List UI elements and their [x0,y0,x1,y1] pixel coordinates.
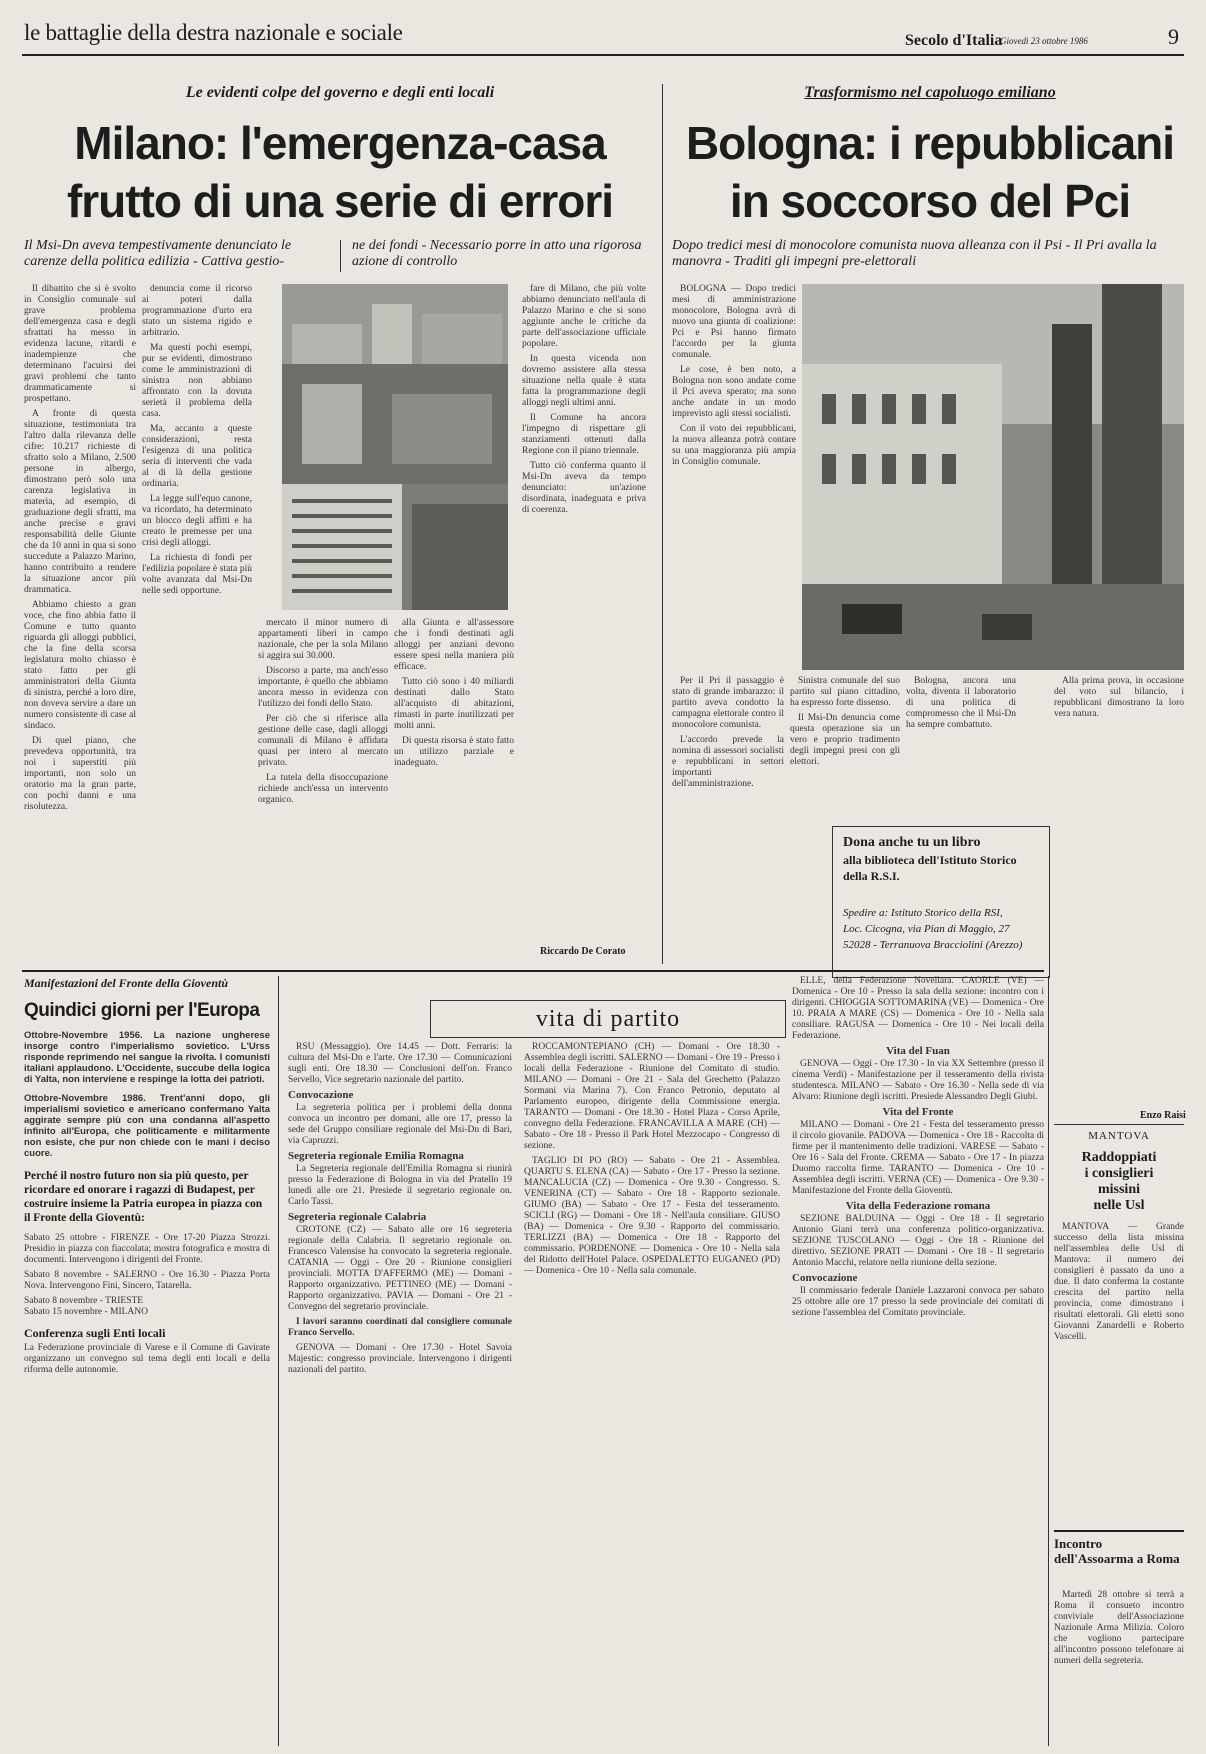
milano-column-2 [142,284,252,964]
mantova-headline-line: missini [1097,1182,1140,1197]
bologna-headline-line2: in soccorso del Pci [729,175,1131,227]
bologna-kicker: Trasformismo nel capoluogo emiliano [804,84,1056,101]
fronte-kicker: Manifestazioni del Fronte della Gioventù [24,976,229,990]
bologna-paragraph: L'accordo prevede la nomina di assessori socialisti e repubblicani in settori importanti dell'amministrazione. [672,735,784,789]
fronte-event: Sabato 15 novembre - MILANO [24,1307,149,1317]
vita-entry: CROTONE (CZ) — Sabato alle ore 16 segreteria regionale della Calabria. Il segretario regionale on. Francesco Valensise ha convocato la segreteria regionale. CATANIA — Oggi - Ore 20 - Riunione consiglieri provinciali. MOTTA D'AFFERMO (ME) — Domani - Rapporto organizzativo. PETTINEO (ME) — Domani - Rapporto organizzativo. PAVIA — Domani - Ore 21 - Convegno del segretario provinciale. [288,1225,512,1312]
milano-column-4 [394,618,514,964]
vita-heading: Vita del Fuan [886,1045,950,1057]
vita-heading: Segreteria regionale Emilia Romagna [288,1150,464,1162]
mantova-place: MANTOVA [1088,1130,1150,1142]
vita-heading: Convocazione [288,1089,354,1101]
milano-paragraph: Tutto ciò sono i 40 miliardi destinati dallo Stato all'acquisto di abitazioni, rimasti in parte inutilizzati per molti anni. [394,677,514,731]
vita-column-2 [524,1042,780,1746]
milano-paragraph: Di questa risorsa è stato fatto un utilizzo parziale e inadeguato. [394,736,514,768]
milano-paragraph: Abbiamo chiesto a gran voce, che fino abbia fatto il Comune e tutto quanto riguarda gli alloggi pubblici, che la fine della scorsa legislatura molto chiasso è stato fatto per gli amministratori della Giunta di sinistra, perché a loro dire, non doveva servire a dare un numero consistente di case al sindaco. [24,600,136,731]
fronte-event: Sabato 8 novembre - SALERNO - Ore 16.30 - Piazza Porta Nova. Intervengono Fini, Sincero, Tatarella. [24,1270,270,1291]
bologna-paragraph: Alla prima prova, in occasione del voto sul bilancio, i repubblicani dimostrano la loro vera natura. [1054,676,1184,719]
donation-line2: alla biblioteca dell'Istituto Storico [843,853,1017,867]
vita-column-1 [288,1042,512,1746]
mantova-headline-line: Raddoppiati [1081,1150,1157,1165]
bologna-paragraph: Sinistra comunale del suo partito sul piano cittadino, ha espresso forte dissenso. [790,676,900,708]
fronte-title: Quindici giorni per l'Europa [24,1000,260,1021]
vita-column-3 [792,976,1044,1746]
vita-di-partito-title: vita di partito [535,1006,681,1032]
milano-paragraph: fare di Milano, che più volte abbiamo denunciato nell'aula di Palazzo Marino e che si sono aggiunte anche le critiche da parte dell'associazione ufficiale popolare. [522,284,646,349]
issue-date: Giovedì 23 ottobre 1986 [1000,36,1088,46]
assoarma-paragraph: Martedì 28 ottobre si terrà a Roma il consueto incontro conviviale dell'Associazione Nazionale Arma Milizia. Coloro che vogliono partecipare all'incontro possono telefonare ai numeri della segreteria. [1054,1590,1184,1666]
mantova-headline-line: i consiglieri [1084,1166,1154,1181]
bologna-paragraph: Per il Pri il passaggio è stato di grande imbarazzo: il partito aveva condotto la campagna elettorale contro il monocolore comunista. [672,676,784,730]
bologna-deck: Dopo tredici mesi di monocolore comunista nuova alleanza con il Psi - Il Pri avalla la manovra - Traditi gli impegni pre-elettorali [672,238,1157,269]
fronte-event: Sabato 8 novembre - TRIESTE [24,1296,144,1306]
page-number: 9 [1168,24,1179,49]
milano-paragraph: La tutela della disoccupazione richiede anch'essa un intervento organico. [258,773,388,805]
milano-paragraph: Tutto ciò conferma quanto il Msi-Dn aveva da tempo denunciato: un'azione disordinata, inadeguata e priva di coerenza. [522,461,646,515]
bologna-paragraph: Con il voto dei repubblicani, la nuova alleanza potrà contare su una maggioranza più ampia in Consiglio comunale. [672,424,796,467]
vita-entry: La segreteria politica per i problemi della donna convoca un incontro per domani, alle ore 17, presso la sede del Gruppo consiliare regionale del Msi-Dn di Bari, via Capruzzi. [288,1103,512,1146]
milano-byline: Riccardo De Corato [540,946,626,957]
milano-paragraph: Il Comune ha ancora l'impegno di rispettare gli stanziamenti ottenuti dalla Regione con il piano triennale. [522,413,646,456]
vita-entry: Il commissario federale Daniele Lazzaroni convoca per sabato 25 ottobre alle ore 17 presso la sede provinciale dei comitati di sezione l'assemblea del Comitato provinciale. [792,1286,1044,1318]
milano-buildings-photo [282,284,508,610]
vita-entry: SEZIONE BALDUINA — Oggi - Ore 18 - Il segretario Antonio Giani terrà una conferenza politico-organizzativa. SEZIONE TUSCOLANO — Oggi - Ore 18 - Riunione del direttivo. SEZIONE PRATI — Domani - Ore 18 - Il segretario Antonio Macchi, relatore nella riunione della sezione. [792,1214,1044,1268]
vita-entry: La Segreteria regionale dell'Emilia Romagna si riunirà presso la Federazione di Bologna in via del Pratello 19 lunedì alle ore 21. Presiede il segretario regionale on. Carlo Tassi. [288,1164,512,1207]
milano-paragraph: In questa vicenda non dovremo assistere alla stessa situazione nella quale è stata fatta la programmazione degli alloggi negli ultimi anni. [522,354,646,408]
vita-entry: RSU (Messaggio). Ore 14.45 — Dott. Ferraris: la cultura del Msi-Dn e l'arte. Ore 17.30 — Comunicazioni sugli enti. Ore 18.30 — Conclusioni dell'on. Franco Servello, Vice segretario nazionale del partito. [288,1042,512,1085]
mantova-headline [1054,1150,1184,1214]
vita-di-partito-banner [430,1000,786,1038]
milano-column-3 [258,618,388,964]
vita-entry: MILANO — Domani - Ore 21 - Festa del tesseramento presso il circolo giovanile. PADOVA — Domenica - Ore 18 - Raccolta di firme per il mantenimento delle tradizioni. VARESE — Sabato - Ore 16 - Sala del Fronte. CREMA — Sabato - Ore 17 - In piazza Duomo raccolta firme. TARANTO — Domenica - Ore 10 - Assemblea degli iscritti. VERNA (CE) — Domenica - Ore 9.30 - Manifestazione del Fronte della Gioventù. [792,1120,1044,1196]
bologna-paragraph: Bologna, ancora una volta, diventa il laboratorio di una politica di compromesso che il Msi-Dn ha sempre combattuto. [906,676,1016,730]
donation-address2: Loc. Cicogna, via Pian di Maggio, 27 [843,923,1010,935]
milano-paragraph: Di quel piano, che prevedeva opportunità, tra noi i superstiti più importanti, non solo un oratorio ma la gran parte, con pochi danni e una risolutezza. [24,736,136,812]
milano-column-1 [24,284,136,964]
bologna-headline-line1: Bologna: i repubblicani [685,117,1175,169]
donation-line3: della R.S.I. [843,869,900,883]
milano-column-5 [522,284,646,944]
fronte-event: Sabato 25 ottobre - FIRENZE - Ore 17-20 Piazza Strozzi. Presidio in piazza con fiaccolata; mostra fotografica e mostra di documenti. Intervengono i dirigenti del Fronte. [24,1233,270,1265]
bologna-paragraph: Il Msi-Dn denuncia come questa operazione sia un vero e proprio tradimento degli impegni presi con gli elettori. [790,713,900,767]
assoarma-text [1054,1590,1184,1746]
milano-paragraph: Per ciò che si riferisce alla gestione delle case, dagli alloggi comunali di Milano è affidata quasi per intero al mercato privato. [258,714,388,768]
bologna-street-photo [802,284,1184,670]
milano-deck-a: Il Msi-Dn aveva tempestivamente denunciato le carenze della politica edilizia - Cattiva gestio- [24,238,292,269]
milano-paragraph: A fronte di questa situazione, testimoniata tra l'altro dalla rilevanza delle cifre: 10.217 richieste di sfratto solo a Milano, 2.500 persone in albergo, dimostrano però solo una carenza legislativa in materia, ad esempio, di graduazione degli sfratti, ma anche precise e gravi responsabilità delle Giunte che da 10 anni in qua si sono succedute a Palazzo Marino, hanno contribuito a rendere la situazione ancor più drammatica. [24,409,136,595]
bologna-paragraph: BOLOGNA — Dopo tredici mesi di amministrazione monocolore, Bologna avrà di nuovo una giunta di coalizione: Pci e Psi hanno firmato l'accordo per la giunta comunale. [672,284,796,360]
milano-paragraph: Il dibattito che si è svolto in Consiglio comunale sul grave problema dell'emergenza casa e degli sfrattati ha messo in evidenza lacune, ritardi e inadempienze che determinano l'acuirsi dei gravi problemi che tanto drammaticamente si prospettano. [24,284,136,404]
milano-paragraph: La richiesta di fondi per l'edilizia popolare è stata più volte avanzata dal Msi-Dn nelle sedi opportune. [142,553,252,596]
bologna-column-5 [1054,676,1184,1096]
bologna-column-4 [906,676,1016,816]
milano-paragraph: denuncia come il ricorso ai poteri dalla programmazione d'urto era stato un sistema rigido e arbitrario. [142,284,252,338]
milano-paragraph: Ma questi pochi esempi, pur se evidenti, dimostrano come le amministrazioni di sinistra non abbiano affrontato con la dovuta serietà il problema della casa. [142,343,252,419]
milano-kicker: Le evidenti colpe del governo e degli enti locali [185,84,495,101]
vita-heading: Vita del Fronte [882,1106,954,1118]
bologna-column-2 [672,676,784,964]
donation-line1: Dona anche tu un libro [843,835,981,850]
donation-address1: Spedire a: Istituto Storico della RSI, [843,907,1003,919]
assoarma-title: Incontro dell'Assoarma a Roma [1054,1536,1180,1566]
bologna-paragraph: Le cose, è ben noto, a Bologna non sono andate come il Pci aveva sperato; ma sono anche andate in un modo imprevisto agli stessi socialisti. [672,365,796,419]
donation-box [832,826,1050,978]
bologna-column-1 [672,284,796,674]
bologna-column-3 [790,676,900,816]
mantova-paragraph: MANTOVA — Grande successo della lista missina nell'assemblea delle Usl di Mantova: il numero dei consiglieri è passato da uno a due. Il dato conferma la costante crescita del partito nella provincia, come dimostrano i risultati elettorali. Gli eletti sono Giovanni Zanardelli e Roberto Vascelli. [1054,1222,1184,1342]
milano-paragraph: alla Giunta e all'assessore che i fondi destinati agli alloggi per anziani devono essere spesi nella maniera più efficace. [394,618,514,672]
masthead [0,0,1206,48]
fronte-lead-2: Ottobre-Novembre 1986. Trent'anni dopo, gli imperialismi sovietico e americano confermano Yalta aggirate sempre più con una condanna all'aspetto infinito all'Europa, che politicamente e militarmente non esiste, che pur non chiede con le mani i deciso cuore. [24,1093,270,1159]
bologna-street-illustration [802,284,1184,670]
bologna-byline: Enzo Raisi [1140,1110,1186,1121]
vita-heading: Convocazione [792,1272,858,1284]
mantova-headline-line: nelle Usl [1093,1198,1145,1213]
milano-deck-b: ne dei fondi - Necessario porre in atto una rigorosa azione di controllo [352,238,642,269]
milano-paragraph: La legge sull'equo canone, va ricordato, ha determinato un blocco degli affitti e ha creato le premesse per una crisi degli alloggi. [142,494,252,548]
vita-entry: TAGLIO DI PO (RO) — Sabato - Ore 21 - Assemblea. QUARTU S. ELENA (CA) — Sabato - Ore 17 - Presso la sezione. MANCALUCIA (CZ) — Domenica - Ore 9.30 - Congresso. S. VENERINA (CT) — Sabato - Ore 18 - Rapporto sezionale. GIUMO (BA) — Sabato - Ore 17 - Festa del tesseramento. SCICLI (RG) — Domani - Ore 18 - Nell'aula consiliare. GIUSO (BA) — Domenica - Ore 9.30 - Rapporto del commissario. TERLIZZI (BA) — Domenica - Ore 18 - Rapporto del commissario. PORDENONE — Domenica - Ore 10 - Nella sala del Ridotto dell'Hotel Palace. OSPEDALETTO EUGANEO (PD) — Domenica - Ore 10 - Nella sala comunale. [524,1156,780,1276]
fronte-box [24,976,270,1746]
vita-heading: Segreteria regionale Calabria [288,1211,427,1223]
milano-headline-line1: Milano: l'emergenza-casa [74,117,606,169]
fronte-subheading: Conferenza sugli Enti locali [24,1326,166,1340]
milano-buildings-illustration [282,284,508,610]
fronte-lead-1: Ottobre-Novembre 1956. La nazione ungherese insorge contro l'imperialismo sovietico. L'Urss risponde reprimendo nel sangue la rivolta. I comunisti italiani applaudono. L'Occidente, succube della logica di Yalta, non interviene e respinge la lotta dei patrioti. [24,1030,270,1085]
milano-paragraph: mercato il minor numero di appartamenti liberi in campo nazionale, che per la sola Milano si aggira sui 30.000. [258,618,388,661]
milano-paragraph: Ma, accanto a queste considerazioni, resta l'esigenza di una politica seria di interventi che vada al di là della gestione ordinaria. [142,424,252,489]
milano-headline-line2: frutto di una serie di errori [66,175,614,227]
vita-heading: Vita della Federazione romana [845,1200,991,1212]
fronte-subtext: La Federazione provinciale di Varese e il Comune di Gavirate organizzano un convegno sul tema degli enti locali e della riforma delle autonomie. [24,1343,270,1375]
section-title: le battaglie della destra nazionale e sociale [24,20,403,45]
vita-entry: ROCCAMONTEPIANO (CH) — Domani - Ore 18.30 - Assemblea degli iscritti. SALERNO — Domani - Ore 19 - Presso i locali della Federazione - Riunione del Comitato di studio. MILANO — Domani - Ore 21 - Sala del Grechetto (Palazzo Sormani via Marina 7). Con Franco Petronio, deputato al Parlamento europeo, dirigente della Commissione energia. TARANTO — Domani - Ore 18.30 - Hotel Plaza - Corso Aprile, convegno della Federazione. FRANCAVILLA A MARE (CH) — Sabato - Ore 18 - Presso il Park Hotel Mezzocapo - Congresso di sezione. [524,1042,780,1151]
vita-entry: GENOVA — Domani - Ore 17.30 - Hotel Savoia Majestic: congresso provinciale. Intervengono i dirigenti nazionali del partito. [288,1343,512,1375]
mantova-text [1054,1222,1184,1522]
vita-entry: I lavori saranno coordinati dal consigliere comunale Franco Servello. [288,1317,512,1338]
fronte-appeal: Perché il nostro futuro non sia più questo, per ricordare ed onorare i ragazzi di Budapest, per costruire insieme la Patria europea in piazza con il Fronte della Gioventù: [24,1170,263,1224]
vita-entry: GENOVA — Oggi - Ore 17.30 - In via XX Settembre (presso il cinema Verdi) - Manifestazione per il tesseramento della rivista studentesca. MILANO — Sabato - Ore 16.30 - Nella sede di via Alvaro: Riunione degli iscritti. Presiede Alessandro Degli Giubi. [792,1059,1044,1102]
vita-entry: ELLE, della Federazione Novellara. CAORLE (VE) — Domenica - Ore 10 - Presso la sala della sezione: incontro con i dirigenti. CHIOGGIA SOTTOMARINA (VE) — Domenica - Ore 10. PRAIA A MARE (CS) — Domenica - Ore 10 - Nella sala consiliare. RAGUSA — Domenica - Ore 10 - Nei locali della Federazione. [792,976,1044,1041]
milano-paragraph: Discorso a parte, ma anch'esso importante, è quello che abbiamo ancora messo in evidenza con l'utilizzo dei fondi dello Stato. [258,666,388,709]
paper-name: Secolo d'Italia [905,32,1003,49]
donation-address3: 52028 - Terranuova Bracciolini (Arezzo) [843,939,1023,951]
